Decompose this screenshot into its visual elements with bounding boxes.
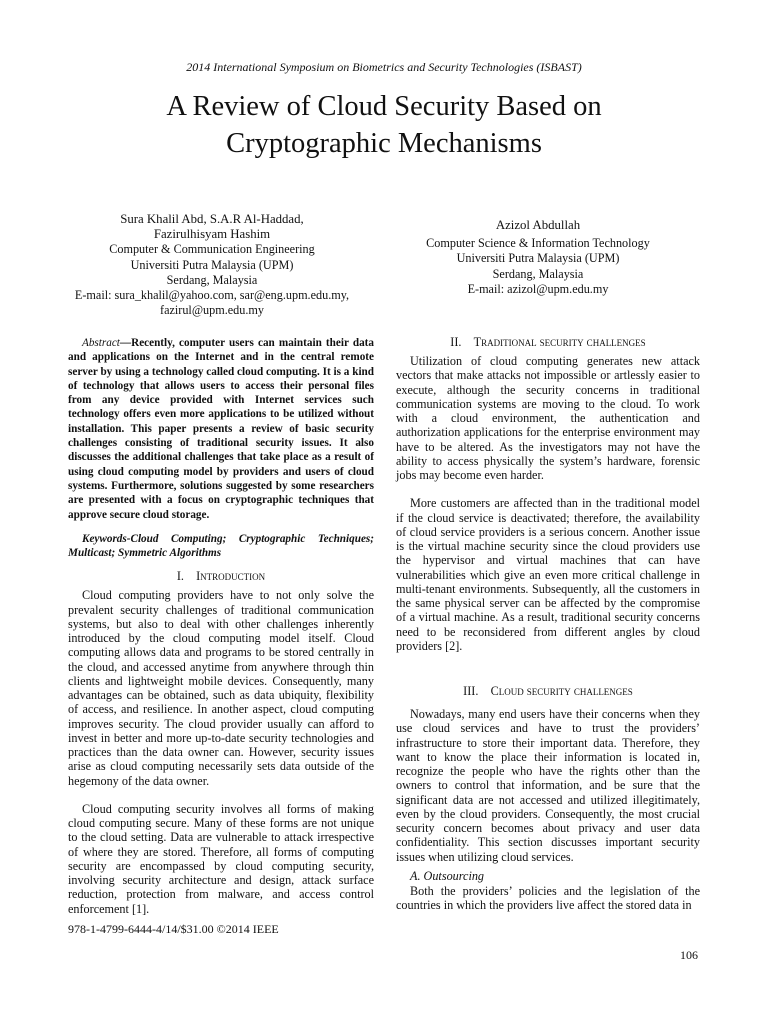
author-email-line2: fazirul@upm.edu.my xyxy=(160,303,264,318)
section-title: Introduction xyxy=(196,569,266,584)
section-heading-introduction xyxy=(68,568,374,584)
intro-paragraph-2: Cloud computing security involves all forms of making cloud computing secure. Many of these forms are not unique to the cloud setting. Data are vulnerable to attack irrespective of where they are stored. Therefore, all forms of computing security are encompassed by cloud computing security, involving security architecture and design, attack surface reduction, protection from malware, and access control enforcement [1]. xyxy=(68,801,374,916)
page-number: 106 xyxy=(680,948,698,962)
author-department: Computer & Communication Engineering xyxy=(109,242,315,257)
author-name: Azizol Abdullah xyxy=(495,218,581,232)
section-number: I. xyxy=(176,569,184,584)
abstract-text: —Recently, computer users can maintain their data and applications on the Internet and in the central remote server by using a technology called cloud computing. It is a kind of technology that allows users to access their personal files from any device provided with Internet services such technology offers even more applications to be utilized without installation. This paper presents a review of basic security challenges consisting of traditional security issues. It also discusses the additional challenges that take place as a result of using cloud computing model by providers and users of cloud systems. Furthermore, solutions suggested by some researchers are presented with a focus on cryptographic techniques that approve secure cloud storage. xyxy=(68,337,374,521)
section-heading-cloud-security xyxy=(396,683,700,699)
left-column xyxy=(68,336,374,916)
abstract xyxy=(68,336,374,522)
title-line-2: Cryptographic Mechanisms xyxy=(226,128,542,159)
paper-title xyxy=(84,88,684,162)
author-email: E-mail: azizol@upm.edu.my xyxy=(467,281,609,296)
author-city: Serdang, Malaysia xyxy=(492,266,584,281)
author-names-line1: Sura Khalil Abd, S.A.R Al-Haddad, xyxy=(120,212,304,226)
section-heading-traditional xyxy=(396,334,700,350)
abstract-lead: Abstract xyxy=(82,337,120,349)
section-number: II. xyxy=(450,335,462,349)
keywords: Keywords-Cloud Computing; Cryptographic Techniques; Multicast; Symmetric Algorithms xyxy=(68,532,374,560)
intro-paragraph-1: Cloud computing providers have to not only solve the prevalent security challenges of traditional communication systems, but also to deal with other challenges inherently introduced by the cloud computing model itself. Cloud computing allows data and programs to be stored centrally in the cloud, and accessed anytime from anywhere through thin clients and lightweight mobile devices. Consequently, many advantages can be obtained, such as data ubiquity, flexibility of access, and resilience. In another aspect, cloud computing improves security. The cloud provider usually can afford to invest in better and more up-to-date security technologies and practices than the data owner can. However, security issues arise as cloud computing necessarily sets data outside of the hegemony of the data owner. xyxy=(68,588,374,788)
outsourcing-paragraph: Both the providers’ policies and the legislation of the countries in which the providers live affect the stored data in xyxy=(396,883,700,912)
author-department: Computer Science & Information Technology xyxy=(426,236,650,251)
author-block-left xyxy=(62,212,362,318)
subsection-heading-outsourcing: A. Outsourcing xyxy=(410,868,485,883)
author-university: Universiti Putra Malaysia (UPM) xyxy=(130,257,294,272)
section-title: Traditional security challenges xyxy=(473,335,646,349)
author-university: Universiti Putra Malaysia (UPM) xyxy=(456,251,620,266)
title-line-1: A Review of Cloud Security Based on xyxy=(166,91,602,122)
right-column xyxy=(396,334,700,912)
author-email-line1: E-mail: sura_khalil@yahoo.com, sar@eng.upm.edu.my, xyxy=(74,288,350,303)
cloud-security-paragraph-1: Nowadays, many end users have their concerns when they use cloud services and have to trust the providers’ infrastructure to store their important data. Therefore, they want to know the place their information is located in, recognize the people who have the rights other than the owners to control that information, and be sure that the significant data are not accessed and utilized illegitimately, even by the cloud providers. Consequently, the most crucial security concern becomes about privacy and user data confidentiality. This section discusses important security issues when utilizing cloud services. xyxy=(396,707,700,864)
traditional-paragraph-1: Utilization of cloud computing generates new attack vectors that make attacks not impossible or artlessly easier to execute, although the security concerns in traditional communication systems are moving to the cloud. To work with a cloud environment, the authentication and authorization applications for the enterprise environment may have to be altered. As the investigators may not have the ability to access physically the system’s hardware, forensic jobs may become even harder. xyxy=(396,354,700,482)
copyright-footer: 978-1-4799-6444-4/14/$31.00 ©2014 IEEE xyxy=(68,922,279,936)
section-title: Cloud security challenges xyxy=(490,684,633,698)
author-names-line2: Fazirulhisyam Hashim xyxy=(153,227,271,242)
author-city: Serdang, Malaysia xyxy=(166,272,258,287)
conference-header: 2014 International Symposium on Biometrics and Security Technologies (ISBAST) xyxy=(186,60,582,74)
traditional-paragraph-2: More customers are affected than in the traditional model if the cloud service is deactivated; therefore, the availability of cloud service providers is a serious concern. Another issue is the virtual machine security since the cloud providers use the hypervisor and virtual machines that can have vulnerabilities which give an even more critical challenge in multi-tenant environments. Subsequently, all the customers in the same physical server can be affected by the compromise of a virtual machine. As a result, traditional security concerns need to be reconsidered from different angles by cloud providers [2]. xyxy=(396,496,700,653)
section-number: III. xyxy=(463,684,479,698)
author-block-right xyxy=(388,218,688,297)
